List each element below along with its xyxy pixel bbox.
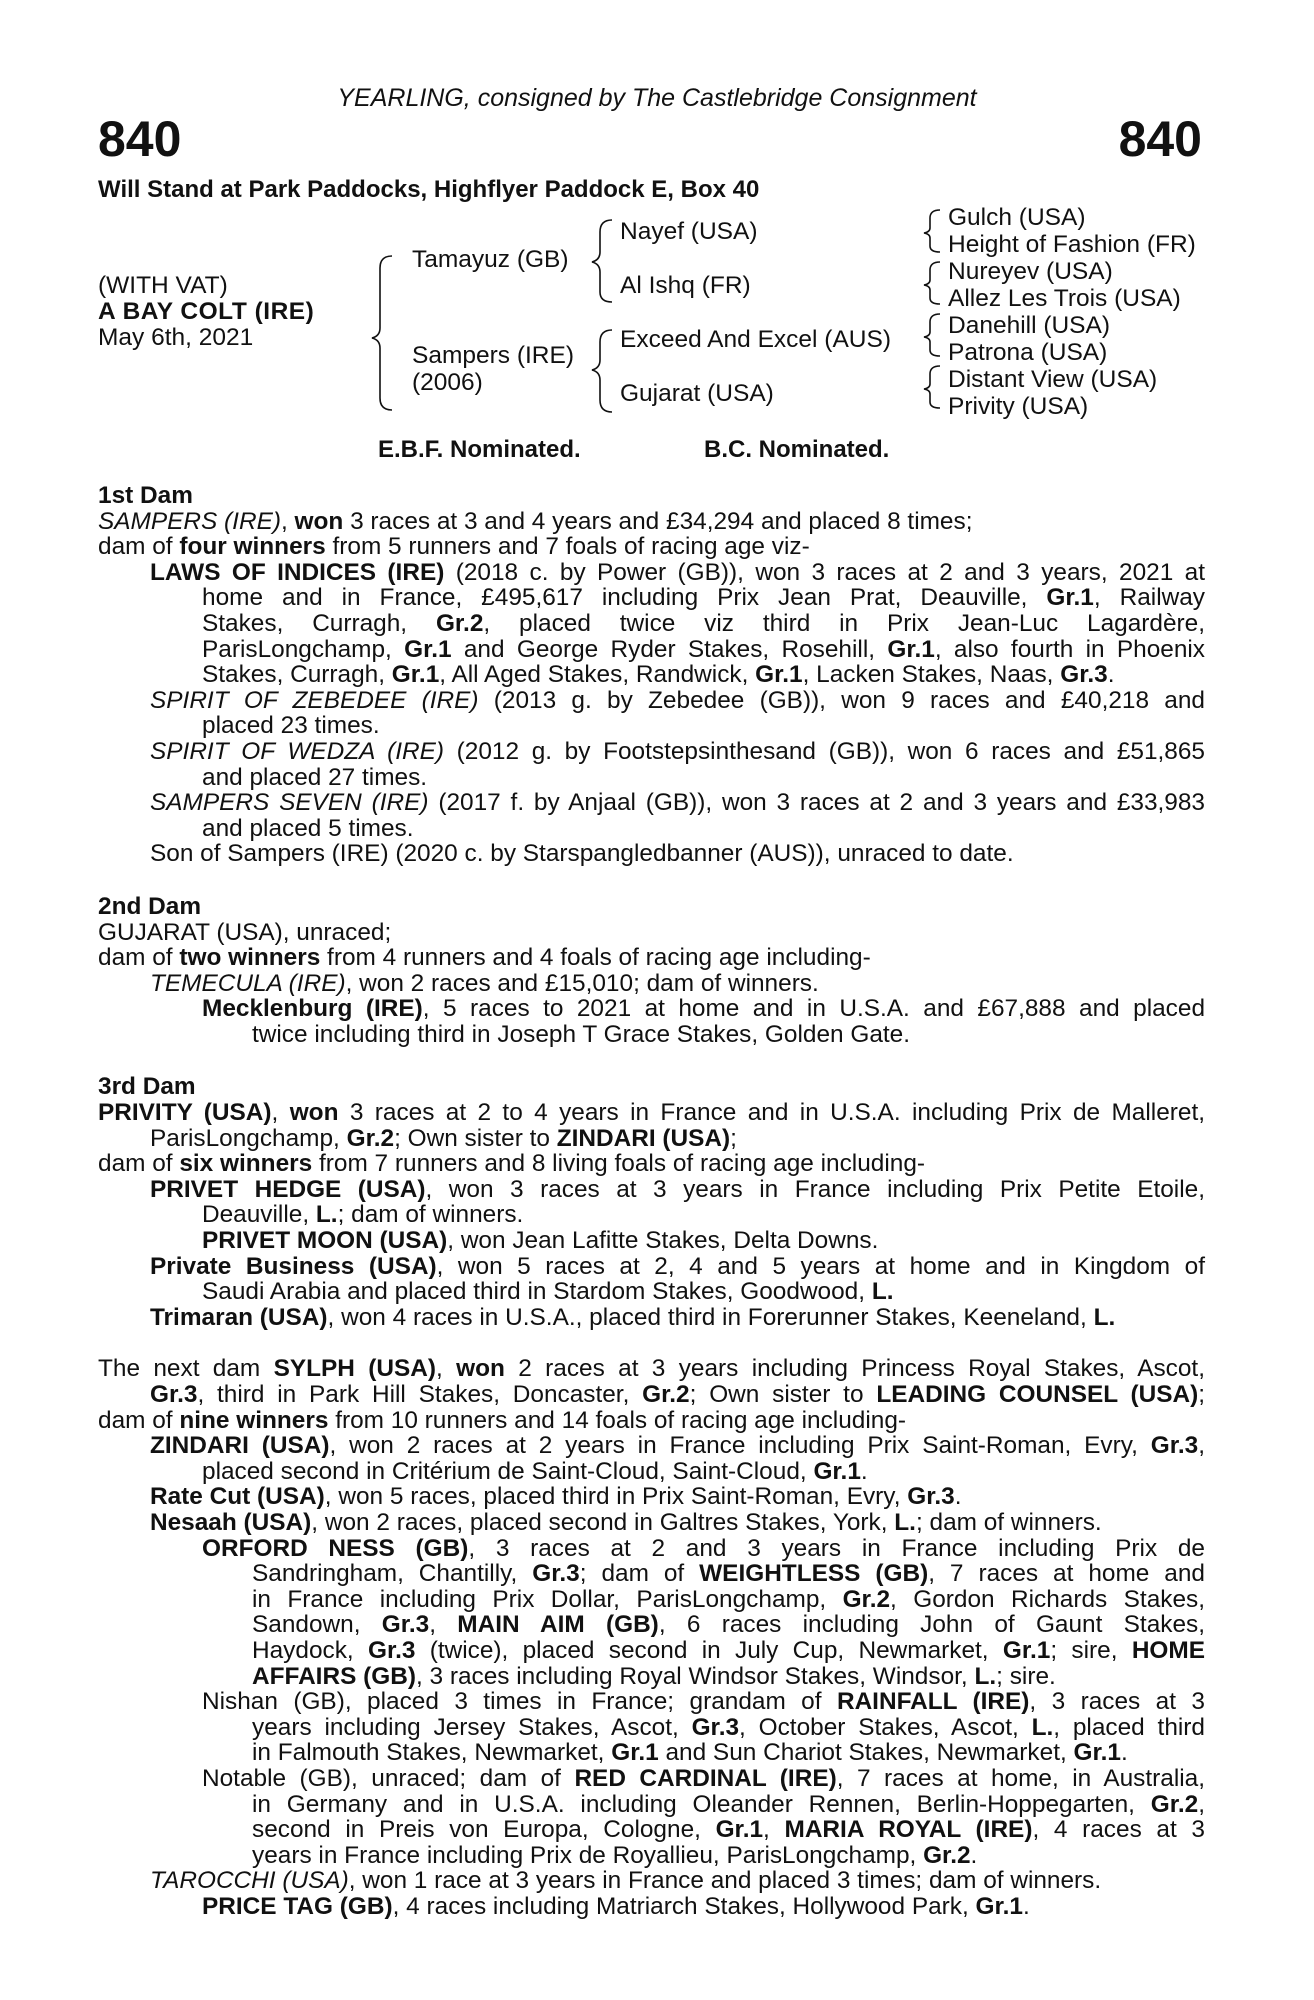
text-run: , 3 races at 3 — [1029, 1688, 1205, 1716]
bold-text: Gr.2 — [1150, 1790, 1199, 1818]
text-run: ; Own sister to — [394, 1124, 557, 1152]
text-line — [98, 1459, 1205, 1485]
bold-text: L. — [894, 1508, 916, 1536]
text-line — [98, 739, 1205, 765]
bold-text: 2nd Dam — [98, 892, 202, 920]
text-line — [98, 971, 1205, 997]
text-run: . — [1121, 1739, 1128, 1767]
text-run: ; Own sister to — [689, 1381, 877, 1408]
text-run: second in Preis von Europa, Cologne, — [252, 1816, 716, 1844]
bold-text: L. — [871, 1278, 894, 1306]
text-run: Stakes, Curragh, — [202, 609, 436, 637]
bold-text: Nesaah (USA) — [150, 1508, 312, 1536]
bold-text: Mecklenburg (IRE) — [202, 995, 423, 1023]
text-run: Saudi Arabia and placed third in Stardom Stakes, Goodwood, — [202, 1278, 872, 1306]
section-heading — [98, 483, 1205, 509]
dam-sire: Exceed And Excel (AUS) — [620, 326, 891, 353]
section-heading — [98, 894, 1205, 920]
text-line — [98, 585, 1205, 611]
lot-number-left: 840 — [98, 111, 182, 167]
ggp-2: Height of Fashion (FR) — [948, 231, 1196, 258]
text-run: , won 3 races at 3 years in France including Prix Petite Etoile, — [425, 1175, 1205, 1203]
text-run: , 3 races at 2 and 3 years in France including Prix de — [468, 1534, 1205, 1562]
bold-text: Trimaran (USA) — [150, 1303, 328, 1331]
text-run: twice including third in Joseph T Grace Stakes, Golden Gate. — [252, 1020, 910, 1048]
text-run: , also fourth in Phoenix — [934, 635, 1206, 663]
text-line — [98, 560, 1205, 586]
text-run: 3 races at 2 to 4 years in France and in U.S.A. including Prix de Malleret, — [338, 1099, 1206, 1127]
text-run: GUJARAT (USA), unraced; — [98, 918, 392, 946]
text-line — [98, 920, 1205, 946]
text-run: (2018 c. by Power (GB)), won 3 races at 2 and 3 years, 2021 at — [444, 558, 1205, 586]
bc-nomination: B.C. Nominated. — [704, 436, 890, 463]
bold-text: LEADING COUNSEL (USA) — [876, 1381, 1199, 1408]
text-line — [98, 816, 1205, 842]
text-line — [98, 1330, 1205, 1356]
text-line — [98, 1664, 1205, 1690]
text-run: , 7 races at home, in Australia, — [836, 1764, 1206, 1792]
bold-text: Gr.3 — [907, 1483, 955, 1511]
section-heading — [98, 1074, 1205, 1100]
text-run: in Germany and in U.S.A. including Oleander Rennen, Berlin-Hoppegarten, — [252, 1790, 1151, 1818]
text-run: . — [1023, 1892, 1030, 1920]
text-run: , 4 races including Matriarch Stakes, Hollywood Park, — [392, 1892, 976, 1920]
bold-text: 3rd Dam — [98, 1073, 196, 1101]
text-run: and placed 5 times. — [202, 814, 414, 842]
text-line — [98, 1766, 1205, 1792]
text-line — [98, 662, 1205, 688]
text-line — [98, 534, 1205, 560]
sire-dam: Al Ishq (FR) — [620, 272, 751, 299]
text-line — [98, 945, 1205, 971]
text-run: 2 races at 3 years including Princess Royal Stakes, Ascot, — [504, 1355, 1205, 1383]
horse-name: A BAY COLT (IRE) — [98, 298, 315, 325]
text-run: , won 5 races, placed third in Prix Saint-Roman, Evry, — [324, 1483, 908, 1511]
text-run: , 7 races at home and — [928, 1560, 1205, 1588]
text-line — [98, 1510, 1205, 1536]
text-run: ; — [730, 1124, 737, 1152]
bold-text: L. — [315, 1201, 338, 1229]
bold-text: L. — [1031, 1713, 1054, 1741]
text-run: , placed third — [1053, 1713, 1205, 1741]
ggp-1: Gulch (USA) — [948, 204, 1086, 231]
ggp-6: Patrona (USA) — [948, 339, 1108, 366]
vat-note: (WITH VAT) — [98, 272, 228, 299]
text-run: , — [1198, 1432, 1205, 1460]
italic-text: SAMPERS SEVEN (IRE) — [150, 789, 429, 817]
bold-text: Gr.3 — [367, 1636, 416, 1664]
text-line — [98, 688, 1205, 714]
text-run: , won 2 races, placed second in Galtres Stakes, York, — [311, 1508, 895, 1536]
text-run: . — [860, 1457, 868, 1485]
bold-text: won — [456, 1355, 505, 1383]
consignment-line: YEARLING, consigned by The Castlebridge Consignment — [337, 84, 977, 112]
text-run: , third in Park Hill Stakes, Doncaster, — [197, 1381, 643, 1408]
text-run: (twice), placed second in July Cup, Newmarket, — [415, 1636, 1003, 1664]
text-line — [98, 1689, 1205, 1715]
text-line — [98, 1100, 1205, 1126]
text-line — [98, 996, 1205, 1022]
bold-text: WEIGHTLESS (GB) — [699, 1560, 929, 1588]
bold-text: MAIN AIM (GB) — [457, 1611, 659, 1639]
text-line — [98, 1382, 1205, 1408]
text-line — [98, 1817, 1205, 1843]
text-line — [98, 1177, 1205, 1203]
ggp-4: Allez Les Trois (USA) — [948, 285, 1181, 312]
text-run: Haydock, — [252, 1636, 368, 1664]
text-run: home and in France, £495,617 including Prix Jean Prat, Deauville, — [202, 584, 1047, 612]
bold-text: Gr.2 — [435, 609, 484, 637]
italic-text: SPIRIT OF WEDZA (IRE) — [150, 737, 445, 765]
text-line — [98, 1151, 1205, 1177]
bold-text: PRIVET HEDGE (USA) — [150, 1175, 426, 1203]
bold-text: four winners — [179, 533, 326, 561]
text-run: from 7 runners and 8 living foals of racing age including- — [312, 1150, 926, 1178]
bold-text: Gr.3 — [532, 1560, 580, 1588]
text-run: years including Jersey Stakes, Ascot, — [252, 1713, 692, 1741]
bold-text: Gr.1 — [887, 635, 935, 663]
text-line — [98, 1792, 1205, 1818]
bold-text: MARIA ROYAL (IRE) — [784, 1816, 1033, 1844]
text-run: from 10 runners and 14 foals of racing age including- — [328, 1406, 907, 1434]
ggp-3: Nureyev (USA) — [948, 258, 1113, 285]
text-run: . — [1107, 661, 1115, 689]
bold-text: Gr.3 — [381, 1611, 430, 1639]
text-line — [98, 1254, 1205, 1280]
text-line — [98, 1433, 1205, 1459]
text-run: . — [954, 1483, 962, 1511]
text-run: Nishan (GB), placed 3 times in France; grandam of — [202, 1688, 837, 1716]
text-run: (2013 g. by Zebedee (GB)), won 9 races and £40,218 and — [478, 686, 1205, 714]
text-run: , 6 races including John of Gaunt Stakes, — [658, 1611, 1206, 1639]
bold-text: LAWS OF INDICES (IRE) — [150, 558, 445, 586]
dam-year: (2006) — [412, 369, 483, 396]
text-line — [98, 509, 1205, 535]
text-run: , won 1 race at 3 years in France and placed 3 times; dam of winners. — [348, 1867, 1102, 1895]
text-run: dam of — [98, 1406, 180, 1434]
bold-text: Gr.3 — [1150, 1432, 1199, 1460]
text-run: dam of — [98, 944, 180, 972]
foaling-date: May 6th, 2021 — [98, 324, 254, 351]
text-run: and Sun Chariot Stakes, Newmarket, — [658, 1739, 1074, 1767]
italic-text: TAROCCHI (USA) — [150, 1867, 349, 1895]
text-line — [98, 637, 1205, 663]
lot-number-right: 840 — [1118, 111, 1202, 167]
text-run: Son of Sampers (IRE) (2020 c. by Starspangledbanner (AUS)), unraced to date. — [150, 840, 1014, 868]
bold-text: Gr.1 — [975, 1892, 1023, 1920]
bold-text: AFFAIRS (GB) — [252, 1662, 416, 1690]
bold-text: PRICE TAG (GB) — [202, 1892, 393, 1920]
bold-text: PRIVET MOON (USA) — [202, 1227, 448, 1255]
bold-text: won — [294, 507, 344, 535]
text-line — [98, 1894, 1205, 1920]
text-line — [98, 611, 1205, 637]
bold-text: Gr.2 — [346, 1124, 395, 1152]
bold-text: Gr.3 — [150, 1381, 198, 1408]
text-line — [98, 1228, 1205, 1254]
text-run: , won 5 races at 2, 4 and 5 years at home and in Kingdom of — [436, 1252, 1205, 1280]
text-run: The next dam — [98, 1355, 274, 1383]
text-run: Stakes, Curragh, — [202, 661, 392, 689]
text-run: ParisLongchamp, — [202, 635, 405, 663]
text-run: , 3 races including Royal Windsor Stakes, Windsor, — [415, 1662, 975, 1690]
bold-text: Gr.3 — [1060, 661, 1108, 689]
bold-text: six winners — [179, 1150, 313, 1178]
ggp-5: Danehill (USA) — [948, 312, 1111, 339]
text-line — [98, 1536, 1205, 1562]
text-line — [98, 1561, 1205, 1587]
text-line — [98, 1126, 1205, 1152]
bold-text: Gr.2 — [842, 1585, 891, 1613]
bold-text: Gr.2 — [642, 1381, 690, 1408]
text-run: years in France including Prix de Royallieu, ParisLongchamp, — [252, 1841, 924, 1869]
text-line — [98, 1612, 1205, 1638]
bold-text: ZINDARI (USA) — [556, 1124, 731, 1152]
bold-text: Gr.2 — [923, 1841, 971, 1869]
text-run: ; dam of winners. — [337, 1201, 524, 1229]
text-run: Deauville, — [202, 1201, 316, 1229]
text-run: , October Stakes, Ascot, — [739, 1713, 1032, 1741]
text-run: . — [970, 1841, 978, 1869]
text-run: dam of — [98, 1150, 180, 1178]
bold-text: Gr.1 — [813, 1457, 861, 1485]
text-run: , — [436, 1355, 457, 1383]
bold-text: 1st Dam — [98, 482, 193, 509]
bold-text: RAINFALL (IRE) — [836, 1688, 1030, 1716]
text-run: , Gordon Richards Stakes, — [890, 1585, 1205, 1613]
text-line — [98, 790, 1205, 816]
text-line — [98, 1587, 1205, 1613]
text-run: dam of — [98, 533, 180, 561]
text-line — [98, 765, 1205, 791]
text-run: , — [763, 1816, 785, 1844]
bold-text: Gr.1 — [1073, 1739, 1121, 1767]
bold-text: Gr.1 — [611, 1739, 659, 1767]
italic-text: SAMPERS (IRE) — [98, 507, 281, 535]
text-line — [98, 841, 1205, 867]
text-run: , Railway — [1093, 584, 1205, 612]
text-run: in France including Prix Dollar, ParisLongchamp, — [252, 1585, 843, 1613]
text-run: , won 2 races and £15,010; dam of winners. — [345, 969, 819, 997]
bold-text: L. — [1093, 1303, 1116, 1331]
ggp-7: Distant View (USA) — [948, 366, 1158, 393]
text-run: , — [429, 1611, 458, 1639]
text-line — [98, 1868, 1205, 1894]
dam-dam: Gujarat (USA) — [620, 380, 774, 407]
text-run: from 5 runners and 7 foals of racing age viz- — [325, 533, 810, 561]
text-line — [98, 1715, 1205, 1741]
bold-text: two winners — [179, 944, 321, 972]
bold-text: Rate Cut (USA) — [150, 1483, 325, 1511]
text-line — [98, 1740, 1205, 1766]
text-line — [98, 1843, 1205, 1869]
text-run: , placed twice viz third in Prix Jean-Luc Lagardère, — [483, 609, 1205, 637]
text-run: , — [1198, 1790, 1205, 1818]
text-line — [98, 1638, 1205, 1664]
text-run: Notable (GB), unraced; dam of — [202, 1764, 575, 1792]
text-run: , Lacken Stakes, Naas, — [802, 661, 1061, 689]
text-run: ; sire, — [1050, 1636, 1132, 1664]
text-run: and George Ryder Stakes, Rosehill, — [451, 635, 888, 663]
text-run: Sandringham, Chantilly, — [252, 1560, 533, 1588]
bold-text: L. — [974, 1662, 997, 1690]
ggp-8: Privity (USA) — [948, 393, 1089, 420]
text-line — [98, 1022, 1205, 1048]
dam: Sampers (IRE) — [412, 342, 575, 369]
bold-text: nine winners — [179, 1406, 329, 1434]
bold-text: won — [289, 1099, 339, 1127]
text-run: 3 races at 3 and 4 years and £34,294 and placed 8 times; — [343, 507, 973, 535]
text-run: , won 4 races in U.S.A., placed third in Forerunner Stakes, Keeneland, — [327, 1303, 1094, 1331]
text-line — [98, 1305, 1205, 1331]
bold-text: ZINDARI (USA) — [150, 1432, 330, 1460]
text-line — [98, 1202, 1205, 1228]
bold-text: Gr.1 — [391, 661, 440, 689]
text-run: , All Aged Stakes, Randwick, — [439, 661, 756, 689]
text-line — [98, 1356, 1205, 1382]
text-run: , won Jean Lafitte Stakes, Delta Downs. — [447, 1227, 879, 1255]
text-run: ; sire. — [996, 1662, 1056, 1690]
text-run: ; — [1198, 1381, 1205, 1408]
text-line — [98, 1484, 1205, 1510]
text-run: Sandown, — [252, 1611, 382, 1639]
text-run: , 4 races at 3 — [1032, 1816, 1205, 1844]
text-run: ParisLongchamp, — [150, 1124, 347, 1152]
text-line — [98, 713, 1205, 739]
text-run: ; dam of winners. — [915, 1508, 1102, 1536]
bold-text: Gr.3 — [691, 1713, 740, 1741]
text-line — [98, 1408, 1205, 1434]
bold-text: Gr.1 — [404, 635, 452, 663]
text-run: (2012 g. by Footstepsinthesand (GB)), won 6 races and £51,865 — [444, 737, 1205, 765]
bold-text: Private Business (USA) — [150, 1252, 437, 1280]
bold-text: RED CARDINAL (IRE) — [574, 1764, 837, 1792]
ebf-nomination: E.B.F. Nominated. — [378, 436, 581, 463]
bold-text: Gr.1 — [1046, 584, 1094, 612]
bold-text: Gr.1 — [1002, 1636, 1051, 1664]
text-line — [98, 1279, 1205, 1305]
catalogue-body — [98, 483, 1205, 1919]
text-run: , won 2 races at 2 years in France including Prix Saint-Roman, Evry, — [329, 1432, 1151, 1460]
text-run: , — [271, 1099, 290, 1127]
bold-text: SYLPH (USA) — [273, 1355, 436, 1383]
text-run: and placed 27 times. — [202, 763, 428, 791]
text-run: , — [280, 507, 295, 535]
italic-text: SPIRIT OF ZEBEDEE (IRE) — [150, 686, 479, 714]
sire: Tamayuz (GB) — [412, 246, 569, 273]
bold-text: Gr.1 — [715, 1816, 764, 1844]
text-run: in Falmouth Stakes, Newmarket, — [252, 1739, 612, 1767]
text-run: (2017 f. by Anjaal (GB)), won 3 races at 2 and 3 years and £33,983 — [428, 789, 1205, 817]
text-run: ; dam of — [579, 1560, 700, 1588]
text-run: placed 23 times. — [202, 712, 380, 740]
text-run: placed second in Critérium de Saint-Cloud, Saint-Cloud, — [202, 1457, 814, 1485]
text-run: , 5 races to 2021 at home and in U.S.A. and £67,888 and placed — [422, 995, 1206, 1023]
bold-text: HOME — [1131, 1636, 1205, 1664]
bold-text: ORFORD NESS (GB) — [202, 1534, 469, 1562]
text-run: from 4 runners and 4 foals of racing age including- — [320, 944, 871, 972]
sire-sire: Nayef (USA) — [620, 218, 758, 245]
italic-text: TEMECULA (IRE) — [150, 969, 346, 997]
stand-location: Will Stand at Park Paddocks, Highflyer Paddock E, Box 40 — [98, 176, 760, 203]
bold-text: Gr.1 — [755, 661, 803, 689]
bold-text: PRIVITY (USA) — [98, 1099, 272, 1127]
